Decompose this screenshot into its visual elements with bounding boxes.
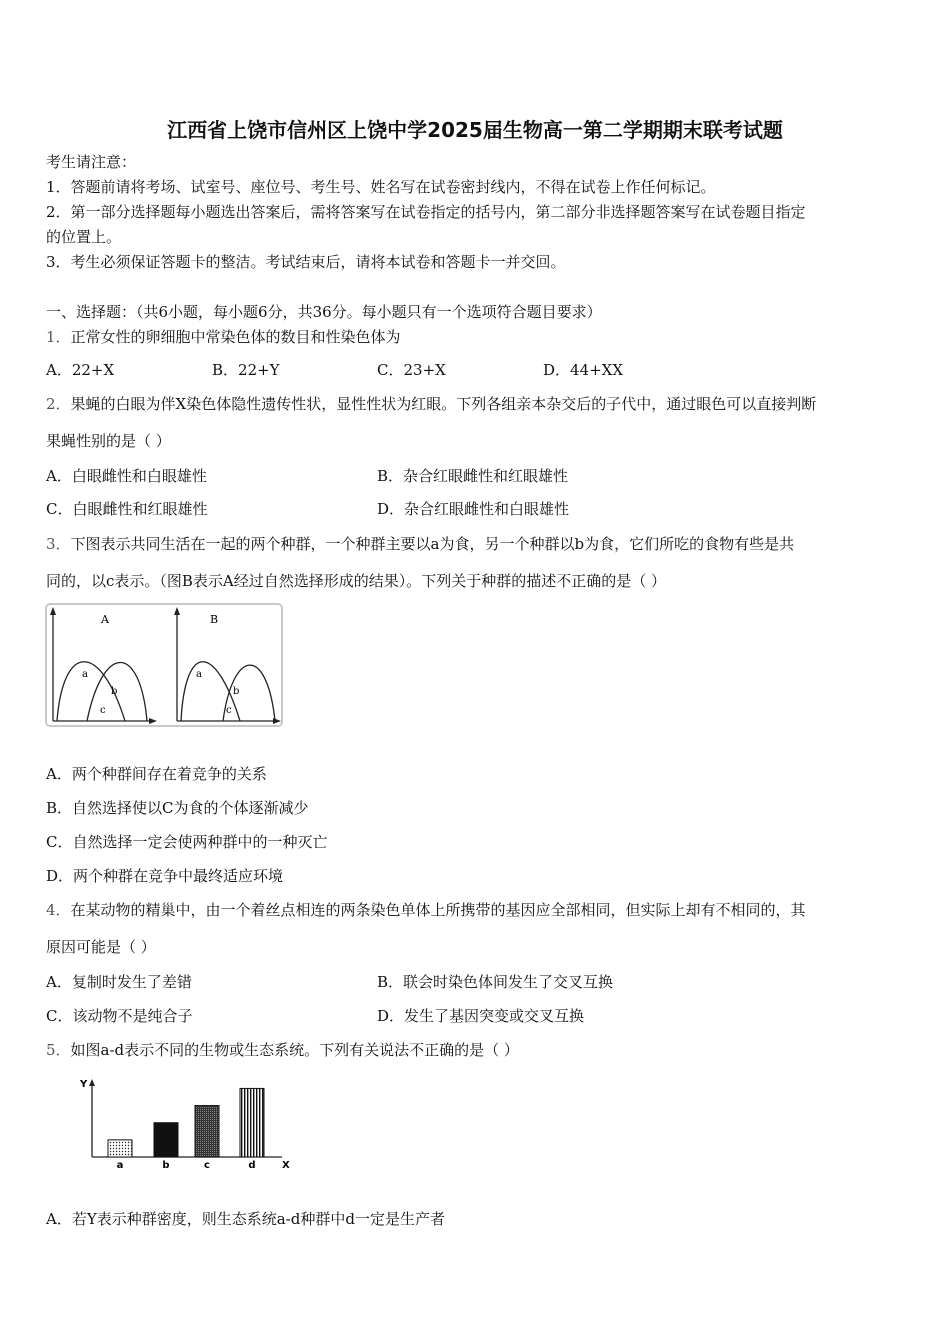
curve-a-label: a <box>82 669 88 680</box>
q2-option-c[interactable]: C．白眼雌性和红眼雄性 <box>46 500 208 518</box>
notice-item: 的位置上。 <box>46 228 122 246</box>
panel-b-label: B <box>210 613 219 626</box>
q1-option-c[interactable]: C．23+X <box>377 361 446 379</box>
tick-label-c: c <box>204 1160 210 1171</box>
question-stem: 在某动物的精巢中，由一个着丝点相连的两条染色单体上所携带的基因应全部相同，但实际上却有不相同的，其 <box>70 901 806 919</box>
bar-d <box>240 1088 264 1157</box>
q1-option-d[interactable]: D．44+XX <box>543 361 624 379</box>
question-stem-cont: 果蝇性别的是（ ） <box>46 432 171 450</box>
question-stem: 如图a-d表示不同的生物或生态系统。下列有关说法不正确的是（ ） <box>70 1041 519 1059</box>
bar-c <box>195 1106 219 1157</box>
y-axis-label: Y <box>80 1079 88 1090</box>
bar-a <box>108 1140 132 1157</box>
question-4 <box>46 900 806 920</box>
q5-option-a[interactable]: A．若Y表示种群密度，则生态系统a-d种群中d一定是生产者 <box>46 1210 445 1228</box>
panel-a <box>50 607 157 724</box>
notice-heading: 考生请注意： <box>46 153 137 171</box>
overlap-c-label: c <box>100 705 106 716</box>
q4-option-c[interactable]: C．该动物不是纯合子 <box>46 1007 193 1025</box>
notice-item: 2．第一部分选择题每小题选出答案后，需将答案写在试卷指定的括号内，第二部分非选择题答案写在试卷题目指定 <box>46 203 806 221</box>
population-curves-figure <box>45 603 285 728</box>
curve-b-label: b <box>111 686 118 697</box>
curve-b-label: b <box>233 686 240 697</box>
q1-option-b[interactable]: B．22+Y <box>212 361 280 379</box>
section-heading: 一、选择题：（共6小题，每小题6分，共36分。每小题只有一个选项符合题目要求） <box>46 303 602 321</box>
question-number: 2． <box>46 395 71 413</box>
q3-option-d[interactable]: D．两个种群在竞争中最终适应环境 <box>46 867 284 885</box>
q4-option-d[interactable]: D．发生了基因突变或交叉互换 <box>377 1007 585 1025</box>
arrow-icon <box>89 1079 95 1086</box>
curve-a-label: a <box>196 669 202 680</box>
q1-option-a[interactable]: A．22+X <box>46 361 115 379</box>
notice-item: 1．答题前请将考场、试室号、座位号、考生号、姓名写在试卷密封线内，不得在试卷上作任何标记。 <box>46 178 716 196</box>
question-2 <box>46 394 816 414</box>
question-number: 5． <box>46 1041 71 1059</box>
q3-option-b[interactable]: B．自然选择使以C为食的个体逐渐减少 <box>46 799 309 817</box>
question-stem: 正常女性的卵细胞中常染色体的数目和性染色体为 <box>70 328 401 346</box>
question-1 <box>46 327 401 347</box>
tick-label-b: b <box>162 1160 170 1171</box>
bar-b <box>154 1123 178 1157</box>
question-5 <box>46 1040 519 1060</box>
question-number: 3． <box>46 535 71 553</box>
arrow-icon <box>50 607 56 615</box>
q2-option-b[interactable]: B．杂合红眼雌性和红眼雄性 <box>377 467 569 485</box>
overlap-c-label: c <box>226 705 232 716</box>
question-stem: 果蝇的白眼为伴X染色体隐性遗传性状，显性性状为红眼。下列各组亲本杂交后的子代中，通过眼色可以直接判断 <box>70 395 817 413</box>
notice-item: 3．考生必须保证答题卡的整洁。考试结束后，请将本试卷和答题卡一并交回。 <box>46 253 566 271</box>
arrow-icon <box>149 718 157 724</box>
question-stem: 下图表示共同生活在一起的两个种群，一个种群主要以a为食，另一个种群以b为食，它们所吃的食物有些是共 <box>70 535 795 553</box>
panel-b <box>174 607 281 724</box>
question-3 <box>46 534 794 554</box>
tick-label-a: a <box>116 1160 124 1171</box>
q4-option-a[interactable]: A．复制时发生了差错 <box>46 973 192 991</box>
arrow-icon <box>174 607 180 615</box>
bar-chart <box>70 1075 300 1175</box>
figure-border <box>46 604 282 726</box>
q2-option-d[interactable]: D．杂合红眼雌性和白眼雄性 <box>377 500 570 518</box>
q2-option-a[interactable]: A．白眼雌性和白眼雄性 <box>46 467 207 485</box>
question-number: 4． <box>46 901 71 919</box>
tick-label-d: d <box>248 1160 256 1171</box>
q3-option-a[interactable]: A．两个种群间存在着竞争的关系 <box>46 765 267 783</box>
question-stem-cont: 原因可能是（ ） <box>46 938 156 956</box>
page-title: 江西省上饶市信州区上饶中学2025届生物高一第二学期期末联考试题 <box>167 118 783 142</box>
q4-option-b[interactable]: B．联会时染色体间发生了交叉互换 <box>377 973 614 991</box>
panel-a-label: A <box>101 613 109 626</box>
question-number: 1． <box>46 328 71 346</box>
q3-option-c[interactable]: C．自然选择一定会使两种群中的一种灭亡 <box>46 833 328 851</box>
x-axis-label: X <box>282 1160 290 1171</box>
question-stem-cont: 同的，以c表示。（图B表示A经过自然选择形成的结果）。下列关于种群的描述不正确的是（ ） <box>46 572 667 590</box>
